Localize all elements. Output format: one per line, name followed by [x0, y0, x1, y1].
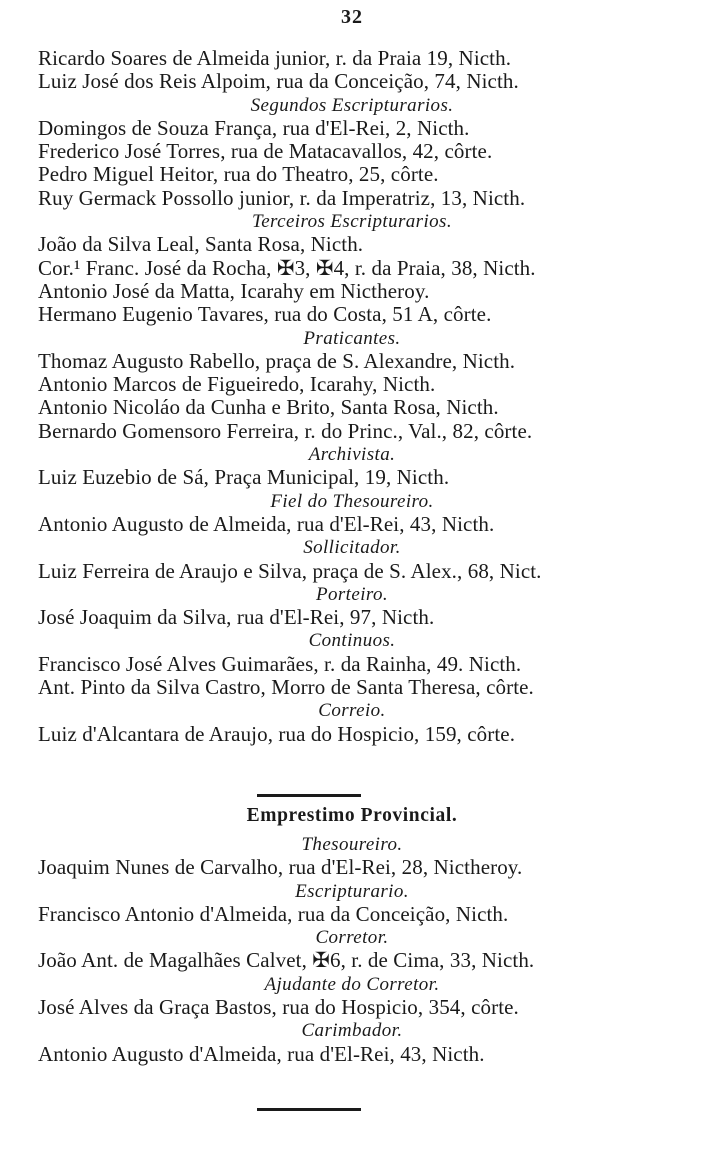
section-divider-bottom [257, 1108, 361, 1111]
directory-entry: Francisco Antonio d'Almeida, rua da Conceição, Nicth. [38, 902, 509, 926]
directory-entry: Luiz Ferreira de Araujo e Silva, praça de S. Alex., 68, Nict. [38, 559, 542, 583]
section-divider-top [257, 794, 361, 797]
directory-entry: João Ant. de Magalhães Calvet, ✠6, r. de Cima, 33, Nicth. [38, 949, 535, 973]
section-title-block [0, 804, 704, 827]
section-heading: Segundos Escripturarios. [250, 94, 454, 116]
directory-entry: Antonio Marcos de Figueiredo, Icarahy, Nicth. [38, 373, 436, 397]
directory-entry: Antonio Nicoláo da Cunha e Brito, Santa Rosa, Nicth. [38, 396, 499, 420]
section-heading: Praticantes. [303, 327, 401, 349]
section-heading: Sollicitador. [303, 537, 401, 559]
directory-entry: Antonio José da Matta, Icarahy em Nictheroy. [38, 279, 430, 303]
directory-entry: Hermano Eugenio Tavares, rua do Costa, 51 A, côrte. [38, 303, 492, 327]
section-heading: Correio. [318, 700, 386, 722]
directory-entry: João da Silva Leal, Santa Rosa, Nicth. [38, 233, 364, 257]
directory-entry: Pedro Miguel Heitor, rua do Theatro, 25, côrte. [38, 163, 439, 187]
directory-entry: Luiz Euzebio de Sá, Praça Municipal, 19, Nicth. [38, 466, 450, 490]
section-heading: Porteiro. [315, 583, 389, 605]
directory-entry: Luiz d'Alcantara de Araujo, rua do Hospicio, 159, côrte. [38, 722, 516, 746]
directory-entry: Ricardo Soares de Almeida junior, r. da Praia 19, Nicth. [38, 47, 512, 70]
section-heading: Thesoureiro. [301, 834, 403, 855]
directory-entry: Frederico José Torres, rua de Matacavallos, 42, côrte. [38, 140, 493, 164]
directory-entry: Domingos de Souza França, rua d'El-Rei, 2, Nicth. [38, 116, 470, 140]
emprestimo-listing [0, 833, 704, 1066]
directory-entry: Francisco José Alves Guimarães, r. da Rainha, 49. Nicth. [38, 652, 522, 676]
directory-entry: Joaquim Nunes de Carvalho, rua d'El-Rei, 28, Nictheroy. [38, 856, 523, 880]
section-heading: Corretor. [315, 927, 389, 949]
page-number: 32 [341, 6, 363, 28]
section-heading: Continuos. [308, 630, 396, 652]
directory-entry: Antonio Augusto de Almeida, rua d'El-Rei, 43, Nicth. [38, 512, 495, 536]
section-heading: Archivista. [308, 444, 396, 466]
directory-entry: José Joaquim da Silva, rua d'El-Rei, 97, Nicth. [38, 606, 435, 630]
directory-entry: Ant. Pinto da Silva Castro, Morro de Santa Theresa, côrte. [38, 676, 534, 700]
section-heading: Ajudante do Corretor. [264, 973, 440, 995]
staff-listing [0, 47, 704, 746]
directory-entry: Ruy Germack Possollo junior, r. da Imperatriz, 13, Nicth. [38, 186, 526, 210]
directory-entry: Bernardo Gomensoro Ferreira, r. do Princ., Val., 82, côrte. [38, 419, 533, 443]
directory-entry: Antonio Augusto d'Almeida, rua d'El-Rei, 43, Nicth. [38, 1042, 485, 1066]
section-heading: Carimbador. [301, 1020, 403, 1042]
directory-entry: Luiz José dos Reis Alpoim, rua da Conceição, 74, Nicth. [38, 70, 519, 94]
section-heading: Terceiros Escripturarios. [251, 211, 453, 233]
directory-entry: Thomaz Augusto Rabello, praça de S. Alexandre, Nicth. [38, 349, 516, 373]
directory-entry: José Alves da Graça Bastos, rua do Hospicio, 354, côrte. [38, 996, 519, 1020]
section-heading: Escripturario. [295, 880, 409, 902]
section-heading: Fiel do Thesoureiro. [270, 490, 434, 512]
section-title: Emprestimo Provincial. [246, 805, 458, 826]
directory-entry: Cor.¹ Franc. José da Rocha, ✠3, ✠4, r. da Praia, 38, Nicth. [38, 256, 536, 280]
